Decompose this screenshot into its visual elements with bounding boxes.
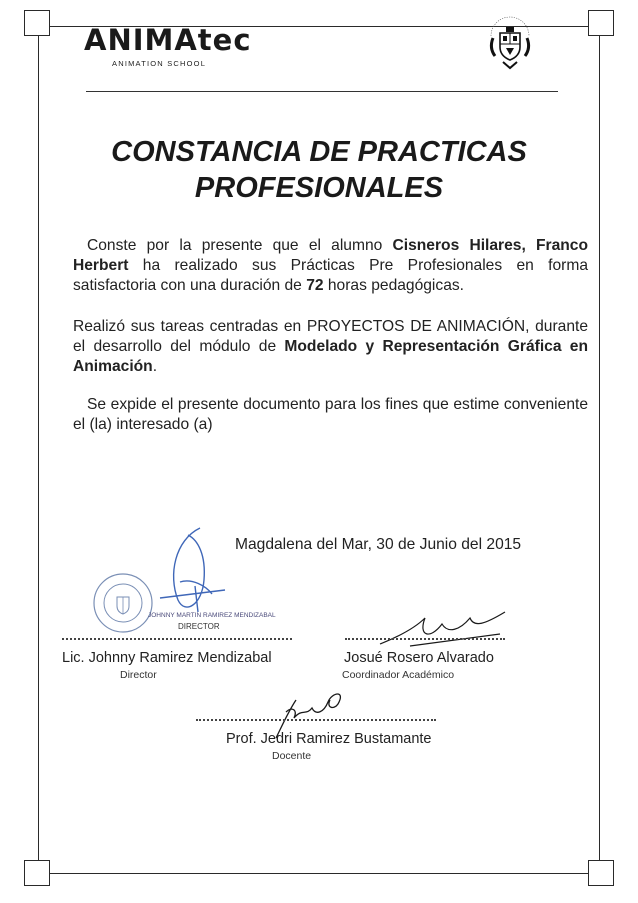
signature-role-coordinator: Coordinador Académico: [342, 669, 455, 681]
peru-coat-of-arms-icon: [485, 14, 535, 72]
corner-ornament-top-left: [24, 10, 50, 36]
signature-line-teacher: [196, 719, 436, 721]
animatec-logo: [84, 23, 252, 68]
student-name-part: Cisneros Hilares, Franco: [392, 237, 588, 254]
signature-name-teacher: Prof. Jedri Ramirez Bustamante: [226, 731, 432, 747]
stamp-name: JOHNNY MARTIN RAMIREZ MENDIZABAL: [148, 612, 276, 619]
stamp-role: DIRECTOR: [178, 622, 220, 631]
paragraph-text: Realizó sus tareas centradas en PROYECTOS DE ANIMACIÓN, durante el desarrollo del módulo de: [73, 318, 588, 355]
coordinator-signature: [370, 606, 510, 652]
signature-line-director: [62, 638, 292, 640]
hours-value: 72: [306, 277, 324, 294]
signature-role-director: Director: [120, 669, 157, 681]
paragraph-tasks: [73, 317, 588, 377]
director-signature: [140, 520, 240, 620]
module-name: Modelado y Representación Gráfica en Animación: [73, 338, 588, 375]
signature-name-coordinator: Josué Rosero Alvarado: [344, 650, 494, 666]
corner-ornament-bottom-right: [588, 860, 614, 886]
logo-name: ANIMAtec: [84, 23, 252, 57]
header-divider: [86, 91, 558, 92]
title-line-2: PROFESIONALES: [194, 172, 444, 204]
document-title: [60, 134, 578, 206]
signature-line-coordinator: [345, 638, 505, 640]
student-name-part: Herbert: [73, 257, 129, 274]
paragraph-text: horas pedagógicas.: [323, 277, 464, 294]
corner-ornament-bottom-left: [24, 860, 50, 886]
paragraph-text: .: [152, 358, 158, 375]
paragraph-student: [73, 236, 588, 296]
title-line-1: CONSTANCIA DE PRACTICAS: [111, 136, 527, 168]
logo-subtitle: ANIMATION SCHOOL: [112, 59, 207, 68]
paragraph-text: ha realizado sus Prácticas Pre Profesionales en forma satisfactoria con una duración de: [73, 257, 588, 294]
signature-name-director: Lic. Johnny Ramirez Mendizabal: [62, 650, 272, 666]
paragraph-issuance: Se expide el presente documento para los fines que estime conveniente el (la) interesado (a): [73, 396, 588, 433]
date-line: Magdalena del Mar, 30 de Junio del 2015: [235, 536, 522, 553]
paragraph-text: Conste por la presente que el alumno: [87, 237, 393, 254]
corner-ornament-top-right: [588, 10, 614, 36]
signature-role-teacher: Docente: [272, 750, 312, 762]
